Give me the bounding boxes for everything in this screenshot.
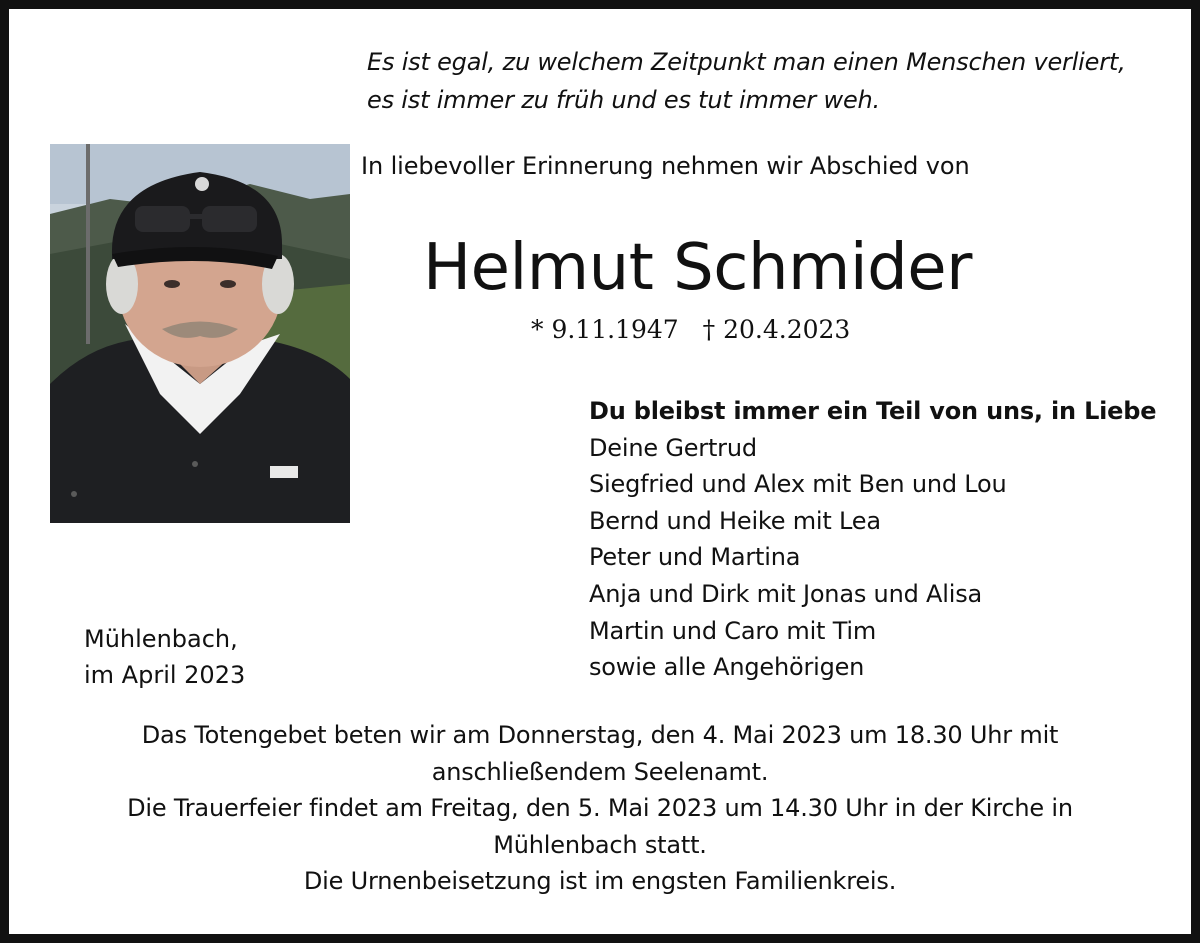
quote-line-2: es ist immer zu früh und es tut immer weh. [367,86,880,114]
portrait-photo [50,144,350,523]
details-line: Die Trauerfeier findet am Freitag, den 5. Mai 2023 um 14.30 Uhr in der Kirche in [127,794,1073,822]
intro-text: In liebevoller Erinnerung nehmen wir Abschied von [361,152,970,180]
place-and-date [84,621,245,693]
family-member: Martin und Caro mit Tim [589,616,877,645]
details-line: anschließendem Seelenamt. [431,757,769,786]
family-member: Siegfried und Alex mit Ben und Lou [589,470,1007,499]
birth-date: * 9.11.1947 [531,315,679,344]
family-member: sowie alle Angehörigen [589,653,865,682]
family-member: Bernd und Heike mit Lea [589,506,881,535]
place-line-1: Mühlenbach, [84,625,238,653]
death-date: † 20.4.2023 [702,315,851,344]
place-line-2: im April 2023 [84,661,246,689]
opening-quote [367,43,1126,119]
service-details [9,717,1191,900]
family-member: Peter und Martina [589,543,801,572]
deceased-name: Helmut Schmider [423,231,972,305]
family-headline: Du bleibst immer ein Teil von uns, in Liebe [589,397,1157,425]
family-list [589,393,1156,686]
quote-line-1: Es ist egal, zu welchem Zeitpunkt man einen Menschen verliert, [367,48,1126,76]
life-dates [531,315,850,344]
details-line: Mühlenbach statt. [493,830,707,859]
details-line: Das Totengebet beten wir am Donnerstag, den 4. Mai 2023 um 18.30 Uhr mit [141,721,1059,749]
details-line: Die Urnenbeisetzung ist im engsten Familienkreis. [303,867,897,895]
family-member: Anja und Dirk mit Jonas und Alisa [589,579,983,608]
family-member: Deine Gertrud [589,433,757,462]
